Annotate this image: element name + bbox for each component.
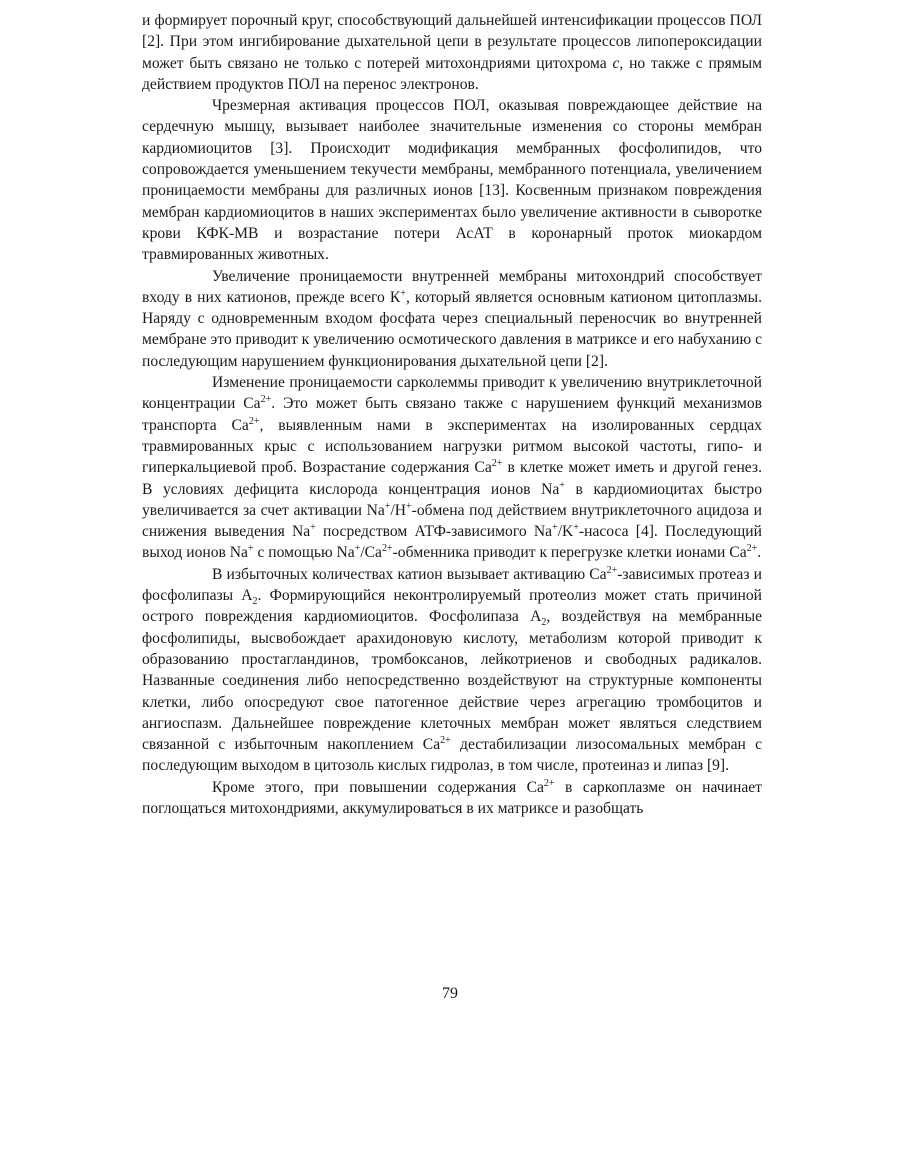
text-run: . Это может быть связано также с нарушением функций механизмов транспорта Са (142, 395, 762, 434)
text-run: . (757, 544, 762, 562)
text-run: Кроме этого, при повышении содержания Са (212, 778, 544, 796)
superscript: 2+ (606, 564, 618, 576)
superscript: + (552, 521, 558, 533)
text-run: , воздействуя на мембранные фосфолипиды, высвобождает арахидоновую кислоту, метаболизм которой приводит к образованию простагландинов, тромбоксанов, лейкотриенов и свободных радикалов. Названные соединения либо непосредственно воздействуют на структурные компоненты клетки, либо опосредуют свое патогенное действие через агрегацию тромбоцитов и ангиоспазм. Дальнейшее повреждение клеточных мембран может являться следствием связанной с избыточным накоплением Са (142, 608, 762, 754)
paragraph-1 (142, 10, 762, 95)
superscript: + (354, 543, 361, 555)
paragraph-5 (142, 564, 762, 777)
superscript: 2+ (381, 543, 393, 555)
paragraph-2 (142, 95, 762, 265)
superscript: + (406, 500, 412, 512)
superscript: 2+ (260, 394, 272, 406)
superscript: 2+ (491, 458, 503, 470)
text-run: в саркоплазме он начинает поглощаться митохондриями, аккумулироваться в их матриксе и разобщать (142, 778, 762, 817)
superscript: 2+ (746, 543, 758, 555)
text-run: в клетке может иметь и другой генез. В условиях дефицита кислорода концентрация ионов Na (142, 459, 762, 498)
text-run: и формирует порочный круг, способствующий дальнейшей интенсификации процессов ПОЛ [2]. При этом ингибирование дыхательной цепи в результате процессов липопероксидации может быть связано не только с потерей митохондриями цитохрома (142, 12, 762, 72)
text-run: в кардиомиоцитах быстро увеличивается за счет активации Na (142, 480, 763, 519)
text-run: В избыточных количествах катион вызывает активацию Са (212, 565, 607, 583)
text-run: . Формирующийся неконтролируемый протеолиз может стать причиной острого повреждения кардиомиоцитов. Фосфолипаза А (142, 587, 762, 626)
text-run: посредством АТФ-зависимого Na (315, 523, 553, 541)
page-number: 79 (442, 985, 458, 1002)
text-run: -насоса [4]. Последующий выход ионов Na (142, 523, 763, 562)
text-run: , выявленным нами в экспериментах на изолированных сердцах травмированных крыс с использованием нагрузки ритмом высокой частоты, гипо- и гиперкальциевой проб. Возрастание содержания Са (142, 416, 762, 477)
text-run: Увеличение проницаемости внутренней мембраны митохондрий способствует входу в них катионов, прежде всего К (142, 267, 762, 306)
paragraph-4 (142, 372, 762, 564)
text-run: /H (390, 501, 407, 519)
superscript: + (400, 287, 406, 299)
superscript: + (559, 479, 565, 491)
superscript: + (384, 500, 391, 512)
superscript: + (310, 521, 316, 533)
text-run: дестабилизации лизосомальных мембран с последующим выходом в цитозоль кислых гидролаз, в том числе, протеиназ и липаз [9]. (142, 736, 763, 775)
superscript: + (573, 521, 579, 533)
superscript: 2+ (543, 777, 555, 789)
text-column (142, 10, 762, 819)
paragraph-6 (142, 777, 762, 820)
text-run: , но также с прямым действием продуктов ПОЛ на перенос электронов. (142, 54, 762, 93)
text-run: /K (557, 523, 574, 541)
page-body (142, 10, 762, 819)
superscript: 2+ (440, 734, 451, 746)
superscript: 2+ (248, 415, 260, 427)
text-run: -зависимых протеаз и фосфолипазы А (142, 565, 762, 605)
paragraph-3 (142, 266, 762, 372)
text-run: Изменение проницаемости сарколеммы приводит к увеличению внутриклеточной концентрации Са (142, 374, 762, 413)
text-run: /Са (360, 544, 382, 562)
text-run: Чрезмерная активация процессов ПОЛ, оказывая повреждающее действие на сердечную мышцу, вызывает наиболее значительные изменения со стороны мембран кардиомиоцитов [3]. Происходит модификация мембранных фосфолипидов, что сопровождается уменьшением текучести мембраны, мембранного потенциала, увеличением проницаемости мембраны для различных ионов [13]. Косвенным признаком повреждения мембран кардиомиоцитов в наших экспериментах было увеличение активности в сыворотке крови КФК-МВ и возрастание потери АсАТ в коронарный проток миокардом травмированных животных. (142, 97, 762, 264)
text-run: с помощью Na (253, 544, 355, 562)
italic-text: с (612, 54, 620, 72)
subscript: 2 (252, 596, 258, 608)
subscript: 2 (541, 617, 547, 629)
text-run: , который является основным катионом цитоплазмы. Наряду с одновременным входом фосфата через специальный переносчик во внутренней мембране это приводит к увеличению осмотического давления в матриксе и его набуханию с последующим нарушением функционирования дыхательной цепи [2]. (142, 288, 763, 370)
text-run: -обмена под действием внутриклеточного ацидоза и снижения выведения Na (142, 501, 763, 541)
superscript: + (247, 543, 254, 555)
text-run: -обменника приводит к перегрузке клетки ионами Са (392, 544, 747, 562)
